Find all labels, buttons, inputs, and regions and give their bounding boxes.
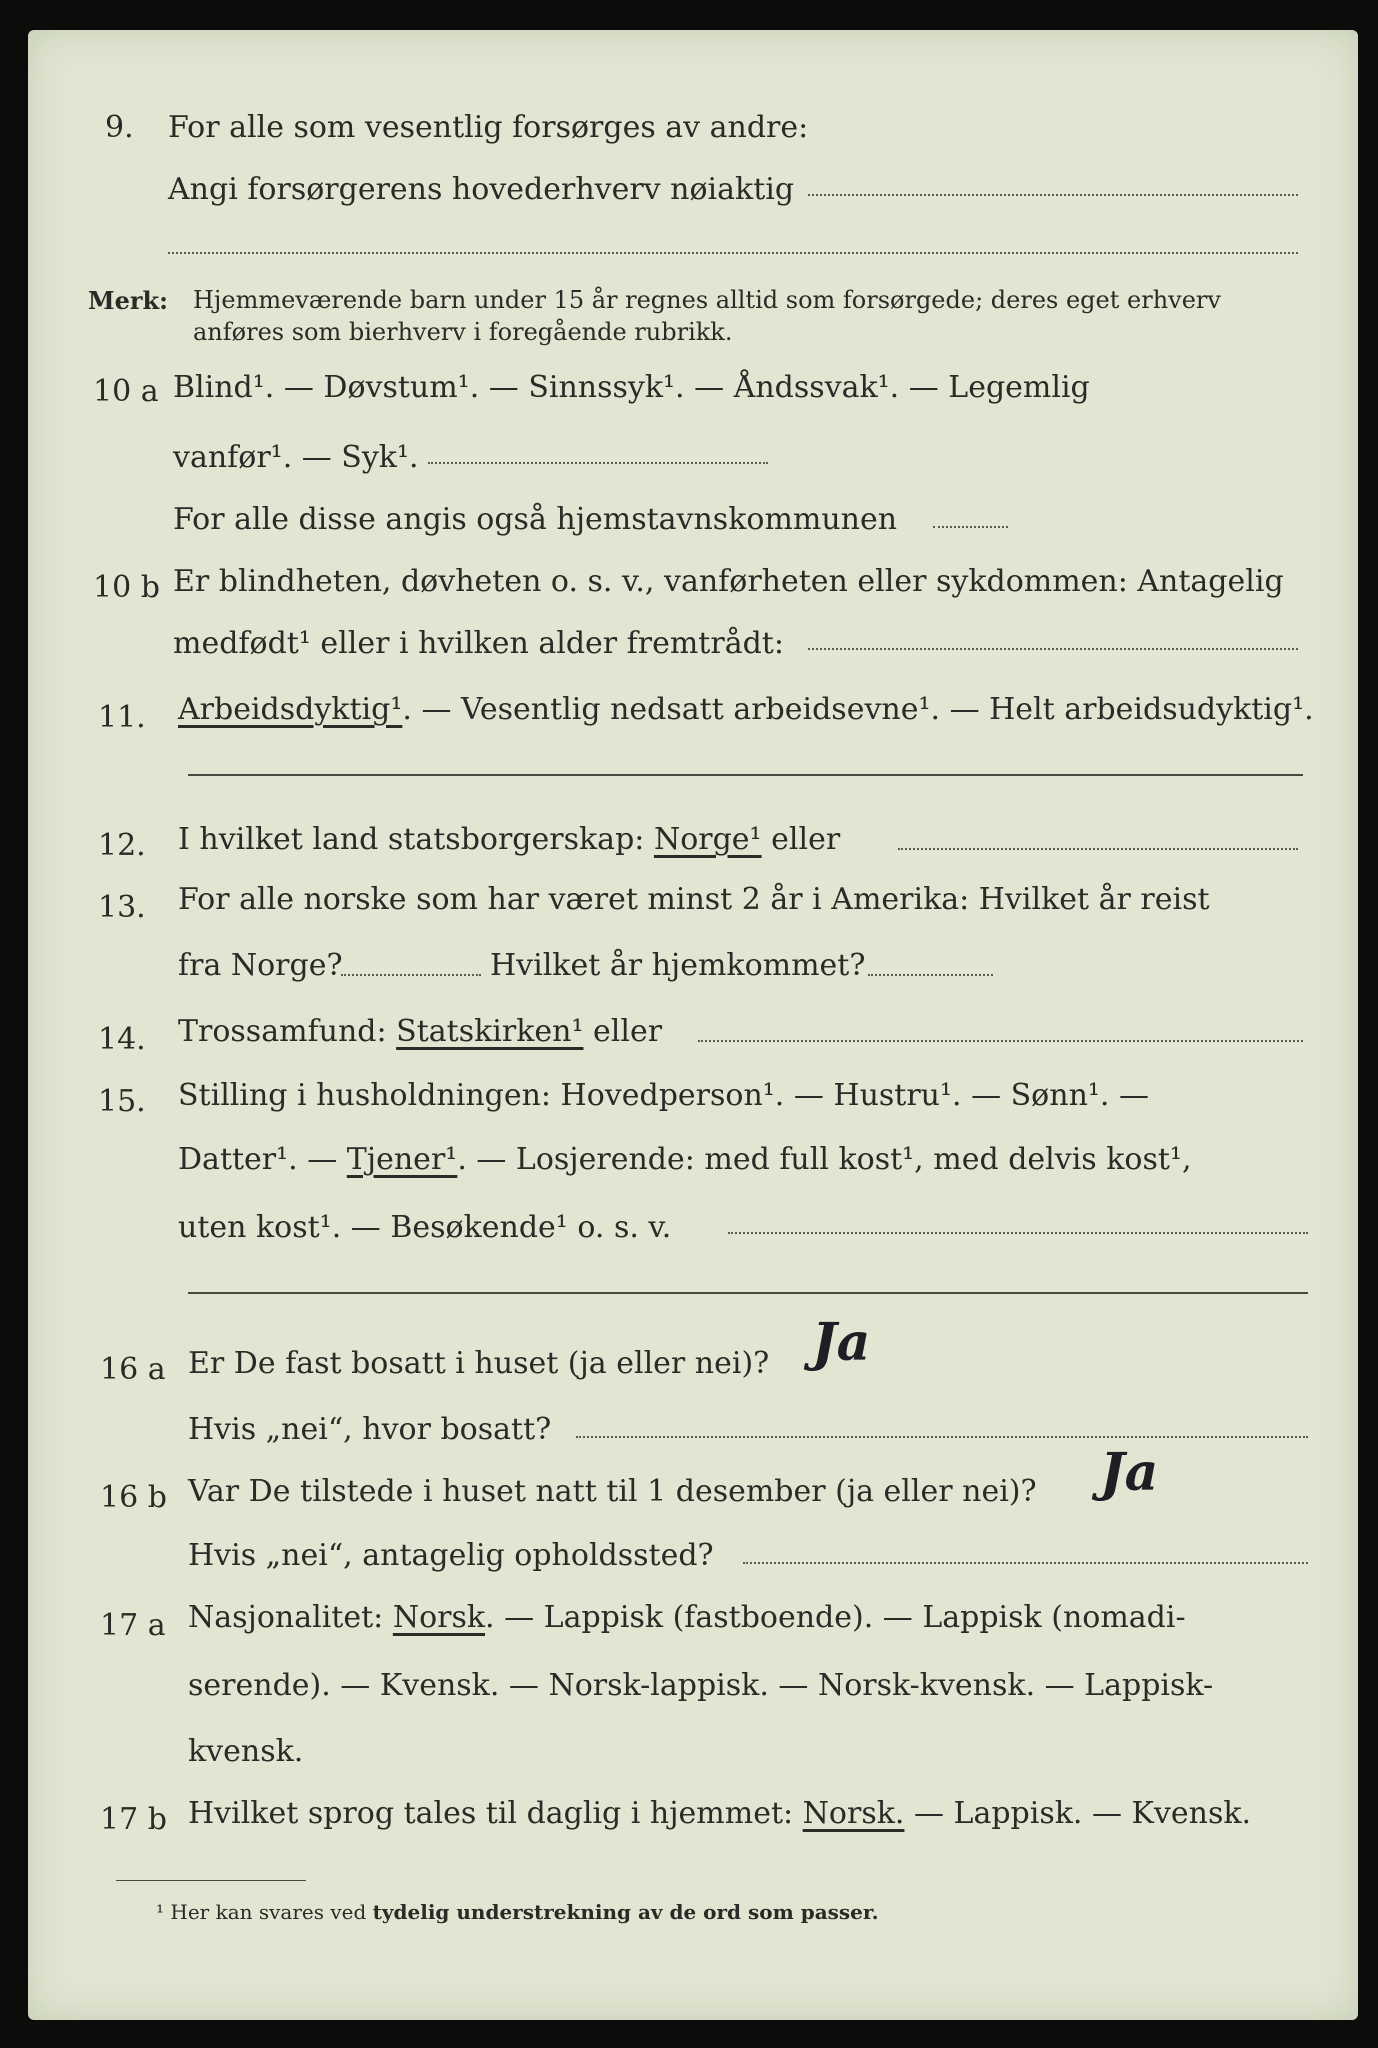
q17a-selected-option[interactable]: Norsk [392, 1600, 486, 1635]
q17a-line3: kvensk. [188, 1734, 304, 1769]
q10a-syk-line[interactable] [428, 462, 768, 464]
q10a-line2: vanfør¹. — Syk¹. [173, 440, 419, 475]
census-form-page [28, 30, 1358, 2020]
q12-eller: eller [771, 822, 841, 857]
q9-line1: For alle som vesentlig forsørges av andre: [168, 110, 809, 145]
q16a-line1: Er De fast bosatt i huset (ja eller nei)? [188, 1346, 770, 1381]
q16a-number: 16 a [100, 1352, 166, 1387]
q13-year-returned-line[interactable] [868, 974, 993, 976]
q12-answer-line[interactable] [898, 848, 1298, 850]
q16b-line2: Hvis „nei“, antagelig opholdssted? [188, 1538, 714, 1573]
q15-selected-option[interactable]: Tjener¹ [346, 1142, 458, 1177]
q17a-line1-rest: . — Lappisk (fastboende). — Lappisk (nomadi- [485, 1600, 1186, 1635]
q15-line3: uten kost¹. — Besøkende¹ o. s. v. [178, 1210, 672, 1245]
q12-selected-option[interactable]: Norge¹ [653, 822, 762, 857]
q15-line2-rest: . — Losjerende: med full kost¹, med delvis kost¹, [457, 1142, 1192, 1177]
q16b-answer-line[interactable] [743, 1562, 1308, 1564]
q11-answer-line[interactable] [188, 774, 1303, 776]
q14-question: Trossamfund: [178, 1014, 387, 1049]
q17b-rest: — Lappisk. — Kvensk. [913, 1796, 1252, 1831]
q11-number: 11. [98, 700, 146, 735]
merk-line2: anføres som bierhverv i foregående rubrikk. [193, 318, 733, 346]
q14-line [178, 1012, 662, 1052]
q14-number: 14. [98, 1022, 146, 1057]
q17a-line2: serende). — Kvensk. — Norsk-lappisk. — Norsk-kvensk. — Lappisk- [188, 1668, 1214, 1703]
q16b-number: 16 b [100, 1480, 167, 1515]
footnote-bold-text: tydelig understrekning av de ord som passer. [372, 1900, 879, 1924]
q10b-line1: Er blindheten, døvheten o. s. v., vanførheten eller sykdommen: Antagelig [173, 564, 1284, 599]
q14-selected-option[interactable]: Statskirken¹ [396, 1014, 584, 1049]
q16a-handwritten-answer[interactable]: Ja [812, 1312, 871, 1373]
footnote-rule [116, 1880, 306, 1881]
q10a-number: 10 a [93, 374, 159, 409]
q10a-line3: For alle disse angis også hjemstavnskommunen [173, 502, 898, 537]
q9-number: 9. [105, 110, 134, 145]
q17b-selected-option[interactable]: Norsk. [802, 1796, 905, 1831]
q13-returned: Hvilket år hjemkommet? [490, 948, 866, 983]
q13-from-norway: fra Norge? [178, 948, 343, 983]
footnote [156, 1900, 879, 1924]
q15-line1: Stilling i husholdningen: Hovedperson¹. — Hustru¹. — Sønn¹. — [178, 1078, 1149, 1113]
q16b-line1: Var De tilstede i huset natt til 1 desember (ja eller nei)? [188, 1474, 1037, 1509]
q17b-question: Hvilket sprog tales til daglig i hjemmet: [188, 1796, 794, 1831]
footnote-text: Her kan svares ved [170, 1900, 367, 1924]
q10b-line2: medfødt¹ eller i hvilken alder fremtrådt: [173, 626, 784, 661]
q15-number: 15. [98, 1084, 146, 1119]
q17a-number: 17 a [100, 1608, 166, 1643]
q15-datter: Datter¹. — [178, 1142, 338, 1177]
q17b-number: 17 b [100, 1802, 167, 1837]
q17a-question: Nasjonalitet: [188, 1600, 384, 1635]
q17a-line1 [188, 1598, 1186, 1638]
q9-line2: Angi forsørgerens hovederhverv nøiaktig [168, 172, 795, 207]
q14-eller: eller [593, 1014, 663, 1049]
q9-answer-line[interactable] [808, 194, 1298, 196]
q9-answer-line-2[interactable] [168, 252, 1298, 254]
q11-rest: . — Vesentlig nedsatt arbeidsevne¹. — Helt arbeidsudyktig¹. [402, 692, 1314, 727]
q16a-answer-line[interactable] [576, 1436, 1308, 1438]
q16a-line2: Hvis „nei“, hvor bosatt? [188, 1412, 552, 1447]
q14-answer-line[interactable] [698, 1040, 1303, 1042]
merk-label: Merk: [88, 286, 168, 315]
q10b-answer-line[interactable] [808, 648, 1298, 650]
q11-line [178, 690, 1314, 730]
q10a-line1: Blind¹. — Døvstum¹. — Sinnssyk¹. — Åndssvak¹. — Legemlig [173, 370, 1090, 405]
merk-line1: Hjemmeværende barn under 15 år regnes alltid som forsørgede; deres eget erhverv [193, 286, 1221, 314]
q15-answer-line[interactable] [728, 1232, 1308, 1234]
q10a-kommune-line[interactable] [933, 526, 1008, 528]
q13-line1: For alle norske som har været minst 2 år i Amerika: Hvilket år reist [178, 882, 1210, 917]
q17b-line [188, 1794, 1251, 1834]
q15-answer-line-2[interactable] [188, 1292, 1308, 1294]
q15-line2 [178, 1140, 1191, 1180]
q13-number: 13. [98, 890, 146, 925]
q12-question: I hvilket land statsborgerskap: [178, 822, 645, 857]
footnote-mark: ¹ [156, 1900, 165, 1924]
q16b-handwritten-answer[interactable]: Ja [1100, 1442, 1159, 1503]
q10b-number: 10 b [93, 570, 160, 605]
q11-selected-option[interactable]: Arbeidsdyktig¹ [178, 692, 403, 727]
q12-number: 12. [98, 828, 146, 863]
q12-line [178, 820, 840, 860]
q13-year-left-line[interactable] [341, 974, 481, 976]
